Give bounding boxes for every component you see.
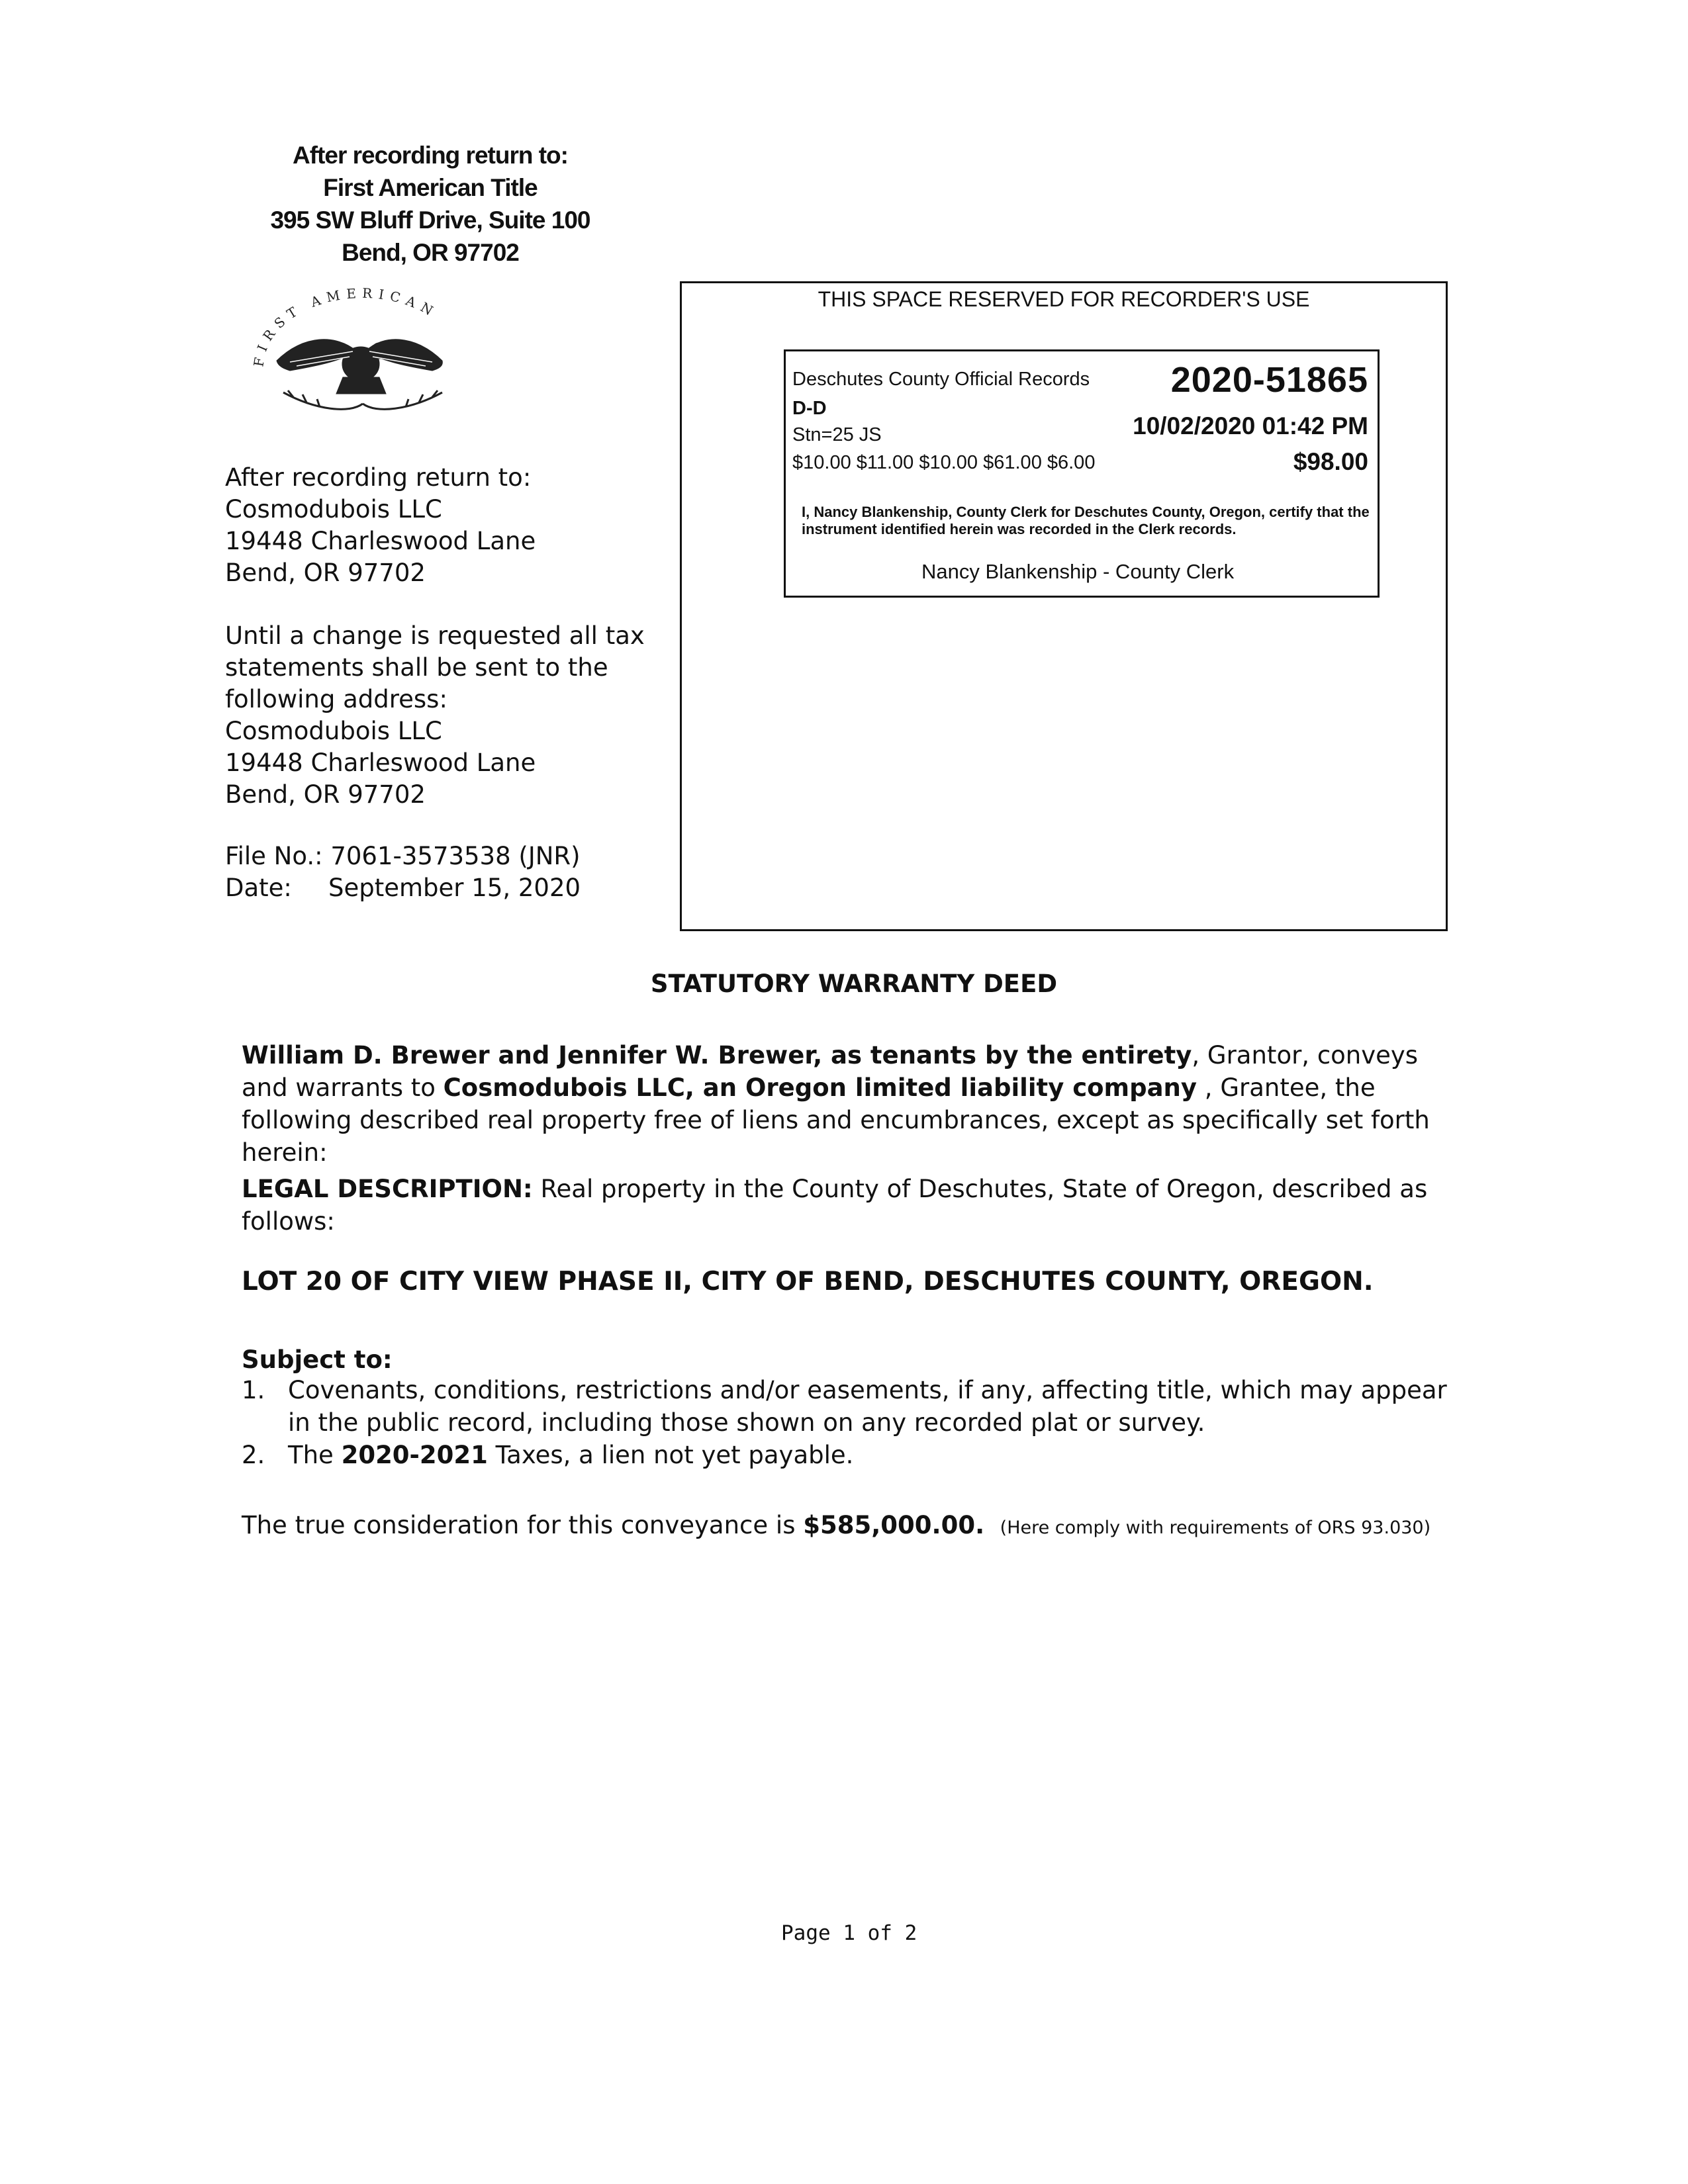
return-line: After recording return to: bbox=[293, 142, 568, 169]
list-item bbox=[242, 1374, 1460, 1439]
return-line: Cosmodubois LLC bbox=[225, 495, 442, 523]
station: Stn=25 JS bbox=[792, 424, 882, 445]
return-to-grantee bbox=[225, 462, 536, 589]
recorded-datetime: 10/02/2020 01:42 PM bbox=[1133, 412, 1368, 439]
recording-office: Deschutes County Official Records bbox=[792, 369, 1090, 390]
conveyance-paragraph bbox=[242, 1039, 1453, 1169]
consideration-statement bbox=[242, 1509, 1430, 1544]
recorder-box-label: THIS SPACE RESERVED FOR RECORDER'S USE bbox=[818, 287, 1310, 311]
date-label: Date: bbox=[225, 874, 292, 902]
lot-description: LOT 20 OF CITY VIEW PHASE II, CITY OF BEND, DESCHUTES COUNTY, OREGON. bbox=[242, 1267, 1374, 1297]
recording-fees: $10.00 $11.00 $10.00 $61.00 $6.00 bbox=[792, 452, 1096, 473]
grantee: Cosmodubois LLC, an Oregon limited liability company bbox=[443, 1073, 1197, 1102]
county-clerk: Nancy Blankenship - County Clerk bbox=[921, 560, 1235, 583]
exceptions-list bbox=[242, 1374, 1460, 1471]
legal-description bbox=[242, 1173, 1453, 1238]
recording-total: $98.00 bbox=[1293, 448, 1368, 475]
tax-line: 19448 Charleswood Lane bbox=[225, 749, 536, 777]
grantor: William D. Brewer and Jennifer W. Brewer, as tenants by the entirety bbox=[242, 1041, 1192, 1069]
item-text: Covenants, conditions, restrictions and/or easements, if any, affecting title, which may appear in the public record, including those shown on any recorded plat or survey. bbox=[288, 1376, 1447, 1437]
return-line: 19448 Charleswood Lane bbox=[225, 527, 536, 555]
return-to-title-company bbox=[252, 139, 609, 269]
tax-line: Until a change is requested all tax bbox=[225, 621, 645, 650]
record-number: 2020-51865 bbox=[1170, 360, 1368, 400]
item-text: The bbox=[288, 1441, 342, 1469]
legal-label: LEGAL DESCRIPTION: bbox=[242, 1175, 533, 1203]
list-item bbox=[242, 1439, 1460, 1471]
return-line: First American Title bbox=[323, 174, 538, 201]
conveyance-text: , Grantee, the following described real property free of liens and encumbrances, except as specifically set forth herein: bbox=[242, 1073, 1430, 1167]
conveyance-text: , Grantor, conveys and warrants to bbox=[242, 1041, 1419, 1102]
return-line: After recording return to: bbox=[225, 463, 532, 492]
deed-date: September 15, 2020 bbox=[328, 874, 581, 902]
eagle-seal-icon bbox=[244, 288, 475, 430]
clerk-certification: I, Nancy Blankenship, County Clerk for Deschutes County, Oregon, certify that the instrument identified herein was recorded in the Clerk records. bbox=[802, 504, 1370, 537]
recording-stamp bbox=[784, 349, 1380, 598]
tax-line: statements shall be sent to the bbox=[225, 653, 608, 682]
file-no-label: File No.: bbox=[225, 842, 323, 870]
tax-line: following address: bbox=[225, 685, 447, 713]
consideration-amount: $585,000.00. bbox=[803, 1511, 985, 1539]
consideration-text: The true consideration for this conveyance is bbox=[242, 1511, 804, 1539]
tax-line: Cosmodubois LLC bbox=[225, 717, 442, 745]
tax-statements-address bbox=[225, 620, 645, 811]
tax-line: Bend, OR 97702 bbox=[225, 780, 426, 809]
file-info bbox=[225, 841, 581, 904]
item-number: 1. bbox=[242, 1376, 265, 1404]
file-no: 7061-3573538 (JNR) bbox=[330, 842, 581, 870]
page-title: STATUTORY WARRANTY DEED bbox=[650, 970, 1058, 998]
return-line: Bend, OR 97702 bbox=[342, 239, 519, 266]
return-line: 395 SW Bluff Drive, Suite 100 bbox=[270, 206, 590, 234]
recorder-box bbox=[680, 281, 1448, 931]
item-number: 2. bbox=[242, 1441, 265, 1469]
subject-to-label: Subject to: bbox=[242, 1345, 393, 1374]
item-text: Taxes, a lien not yet payable. bbox=[487, 1441, 854, 1469]
return-line: Bend, OR 97702 bbox=[225, 559, 426, 587]
consideration-note: (Here comply with requirements of ORS 93.030) bbox=[1000, 1518, 1431, 1538]
seal-text: FIRST AMERICAN bbox=[250, 288, 442, 368]
legal-text: Real property in the County of Deschutes, State of Oregon, described as follows: bbox=[242, 1175, 1428, 1236]
doc-type: D-D bbox=[792, 398, 827, 419]
page-number: Page 1 of 2 bbox=[781, 1921, 917, 1945]
tax-years: 2020-2021 bbox=[341, 1441, 488, 1469]
